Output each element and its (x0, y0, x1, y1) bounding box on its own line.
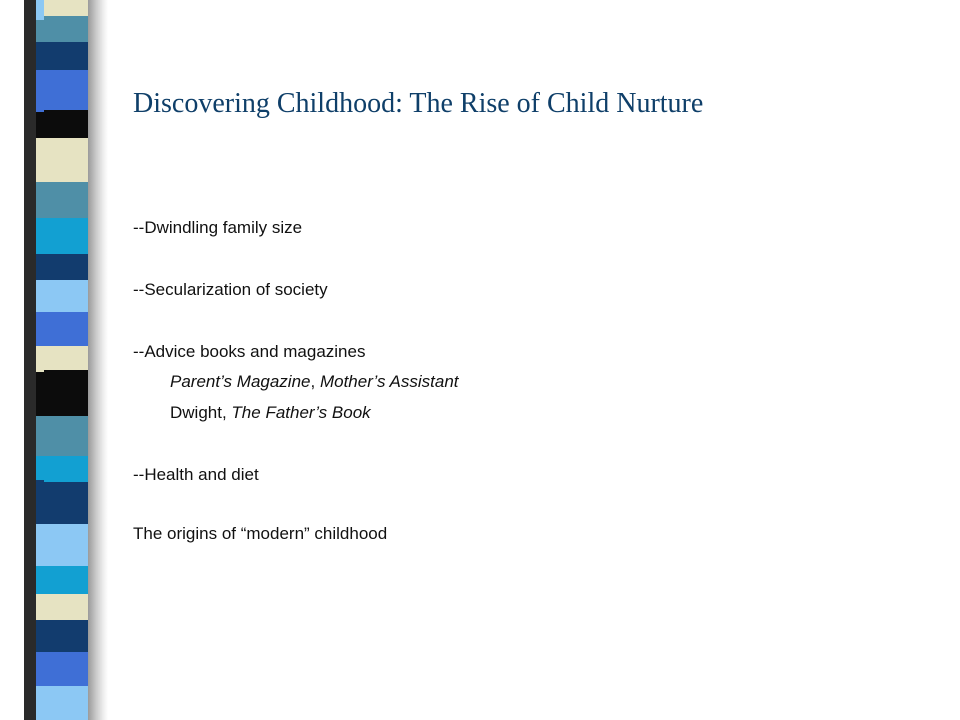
stripe-shadow (88, 0, 108, 720)
stripe-block-right-14 (44, 456, 92, 482)
stripe-block-right-21 (44, 686, 92, 720)
stripe-edge (24, 0, 36, 720)
stripe-block-right-16 (44, 524, 92, 566)
stripe-block-right-7 (44, 218, 92, 254)
stripe-block-right-2 (44, 42, 92, 70)
stripe-block-right-11 (44, 346, 92, 370)
stripe-block-right-18 (44, 594, 92, 620)
slide-title: Discovering Childhood: The Rise of Child Nurture (133, 88, 704, 119)
stripe-block-right-17 (44, 566, 92, 594)
bullet-health-diet: --Health and diet (133, 465, 259, 484)
bullet-family-size: --Dwindling family size (133, 218, 303, 237)
sub-item-book (170, 403, 371, 423)
stripe-block-right-6 (44, 182, 92, 218)
stripe-block-right-5 (44, 138, 92, 182)
magazine-title-mothers: Mother’s Assistant (319, 372, 459, 391)
stripe-block-right-20 (44, 652, 92, 686)
separator: , (310, 372, 320, 391)
stripe-block-right-12 (44, 370, 92, 416)
stripe-block-right-13 (44, 416, 92, 456)
stripe-block-right-10 (44, 312, 92, 346)
stripe-block-right-1 (44, 16, 92, 42)
stripe-block-right-19 (44, 620, 92, 652)
stripe-block-right-15 (44, 482, 92, 524)
sub-item-magazines (170, 372, 459, 392)
bullet-secularization: --Secularization of society (133, 280, 328, 299)
book-author: Dwight, (170, 403, 232, 422)
book-title: The Father’s Book (231, 403, 371, 422)
bullet-advice-books: --Advice books and magazines (133, 342, 366, 361)
magazine-title-parents: Parent’s Magazine (170, 372, 311, 391)
stripe-block-right-4 (44, 110, 92, 138)
stripe-block-right-0 (44, 0, 92, 16)
stripe-block-right-9 (44, 280, 92, 312)
stripe-block-right-8 (44, 254, 92, 280)
stripe-block-right-3 (44, 70, 92, 110)
bullet-modern-childhood: The origins of “modern” childhood (133, 524, 388, 543)
